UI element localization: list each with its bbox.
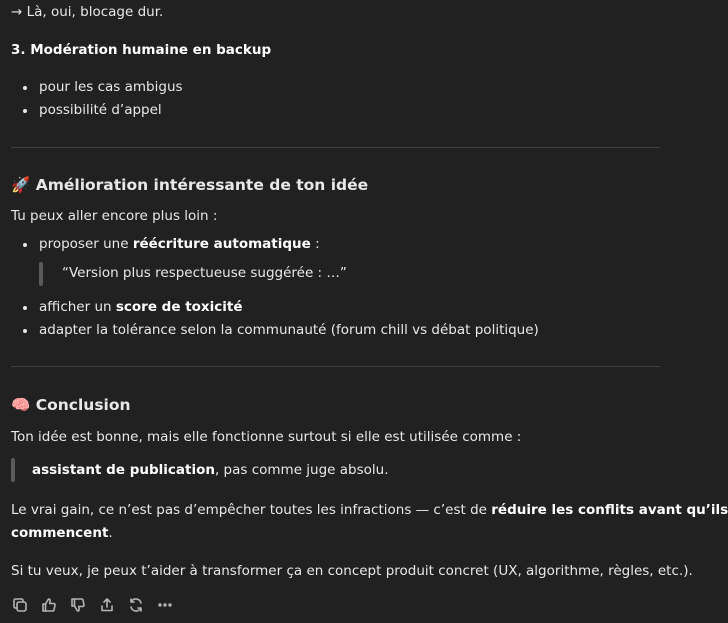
section-heading: 🧠 Conclusion — [11, 396, 131, 414]
like-button[interactable] — [40, 596, 58, 614]
divider — [11, 147, 660, 148]
bullet-dot — [23, 109, 27, 113]
list-item: pour les cas ambigus — [39, 79, 183, 95]
paragraph: Tu peux aller encore plus loin : — [11, 208, 218, 224]
rocket-emoji: 🚀 — [11, 176, 31, 194]
share-button[interactable] — [98, 596, 116, 614]
bullet-dot — [23, 86, 27, 90]
more-button[interactable] — [156, 596, 174, 614]
paragraph: Si tu veux, je peux t’aider à transformer ça en concept produit concret (UX, algorithme, règles, etc.). — [11, 563, 693, 579]
blockquote-bar — [11, 458, 15, 482]
bullet-dot — [23, 243, 27, 247]
blockquote: “Version plus respectueuse suggérée : …” — [62, 265, 347, 281]
share-icon — [99, 597, 115, 613]
list-item: possibilité d’appel — [39, 102, 162, 118]
copy-icon — [12, 597, 28, 613]
copy-button[interactable] — [11, 596, 29, 614]
paragraph: Le vrai gain, ce n’est pas d’empêcher toutes les infractions — c’est de réduire les conflits avant qu’ils — [11, 502, 728, 518]
message-actions — [11, 596, 174, 614]
list-item: proposer une réécriture automatique : — [39, 236, 320, 252]
list-item: afficher un score de toxicité — [39, 299, 243, 315]
dislike-button[interactable] — [69, 596, 87, 614]
regenerate-icon — [128, 597, 144, 613]
thumbs-down-icon — [70, 597, 86, 613]
paragraph: Ton idée est bonne, mais elle fonctionne surtout si elle est utilisée comme : — [11, 429, 522, 445]
section-heading: 🚀 Amélioration intéressante de ton idée — [11, 176, 369, 194]
brain-emoji: 🧠 — [11, 396, 31, 414]
divider — [11, 366, 660, 367]
bullet-dot — [23, 329, 27, 333]
bullet-dot — [23, 306, 27, 310]
blockquote: assistant de publication, pas comme juge absolu. — [32, 462, 389, 478]
blockquote-bar — [39, 262, 43, 286]
more-icon — [157, 597, 173, 613]
intro-line: → Là, oui, blocage dur. — [11, 4, 164, 20]
regenerate-button[interactable] — [127, 596, 145, 614]
list-item: adapter la tolérance selon la communauté (forum chill vs débat politique) — [39, 322, 539, 338]
paragraph-continuation: commencent. — [11, 525, 113, 541]
thumbs-up-icon — [41, 597, 57, 613]
section-heading: 3. Modération humaine en backup — [11, 42, 272, 58]
